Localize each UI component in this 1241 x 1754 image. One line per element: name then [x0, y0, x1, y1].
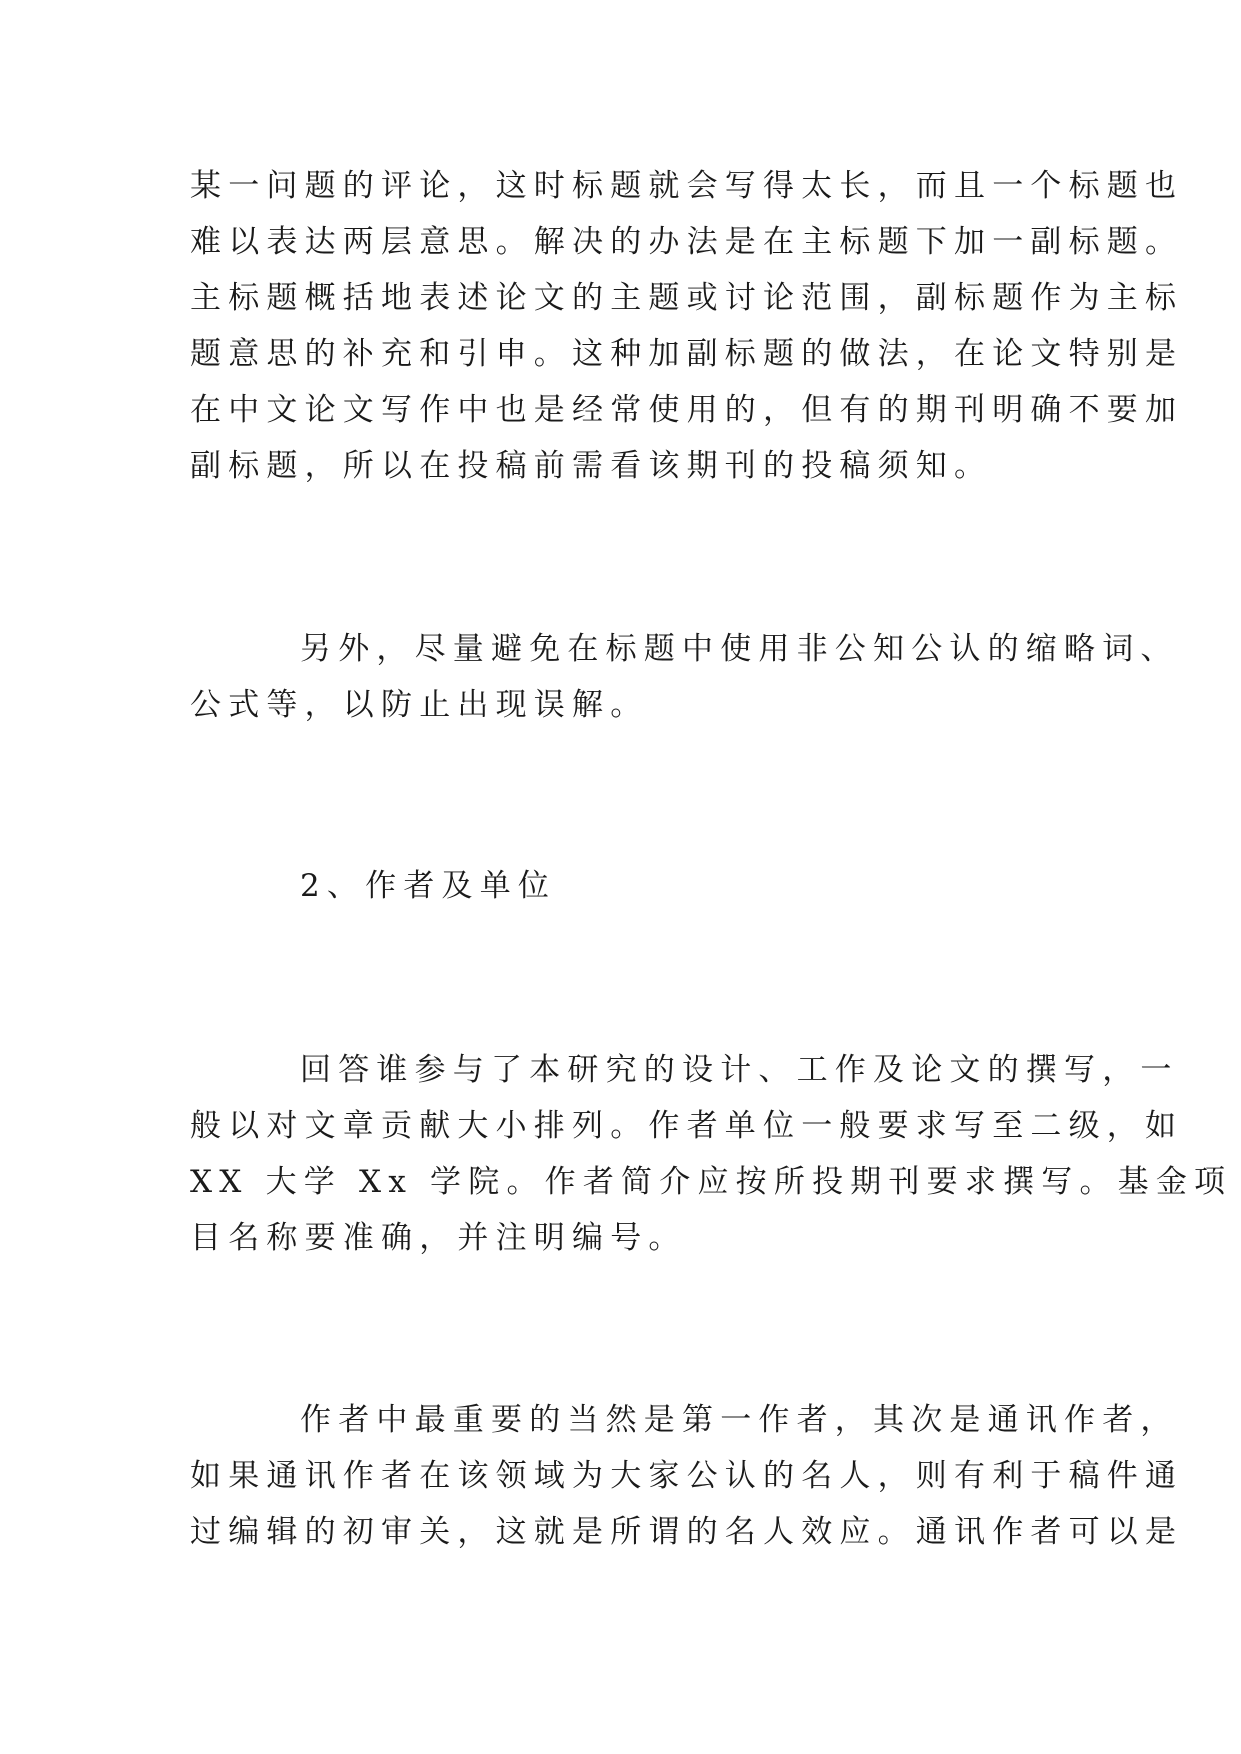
text-line: 题意思的补充和引申。这种加副标题的做法，在论文特别是 [190, 336, 1184, 372]
text-line: 副标题，所以在投稿前需看该期刊的投稿须知。 [190, 448, 993, 484]
text-line: XX 大学 Xx 学院。作者简介应按所投期刊要求撰写。基金项 [190, 1164, 1233, 1200]
text-line: 如果通讯作者在该领域为大家公认的名人，则有利于稿件通 [190, 1458, 1184, 1494]
text-line: 过编辑的初审关，这就是所谓的名人效应。通讯作者可以是 [190, 1514, 1184, 1550]
text-line: 主标题概括地表述论文的主题或讨论范围，副标题作为主标 [190, 280, 1184, 316]
text-line: 公式等，以防止出现误解。 [190, 687, 649, 723]
text-line: 难以表达两层意思。解决的办法是在主标题下加一副标题。 [190, 224, 1184, 260]
text-line: 般以对文章贡献大小排列。作者单位一般要求写至二级，如 [190, 1108, 1184, 1144]
text-line: 另外，尽量避免在标题中使用非公知公认的缩略词、 [300, 631, 1179, 667]
text-line: 在中文论文写作中也是经常使用的，但有的期刊明确不要加 [190, 392, 1184, 428]
text-line: 作者中最重要的当然是第一作者，其次是通讯作者， [300, 1402, 1179, 1438]
text-line: 目名称要准确，并注明编号。 [190, 1220, 687, 1256]
text-line: 回答谁参与了本研究的设计、工作及论文的撰写，一 [300, 1052, 1179, 1088]
section-heading: 2、作者及单位 [300, 868, 557, 904]
text-line: 某一问题的评论，这时标题就会写得太长，而且一个标题也 [190, 168, 1184, 204]
